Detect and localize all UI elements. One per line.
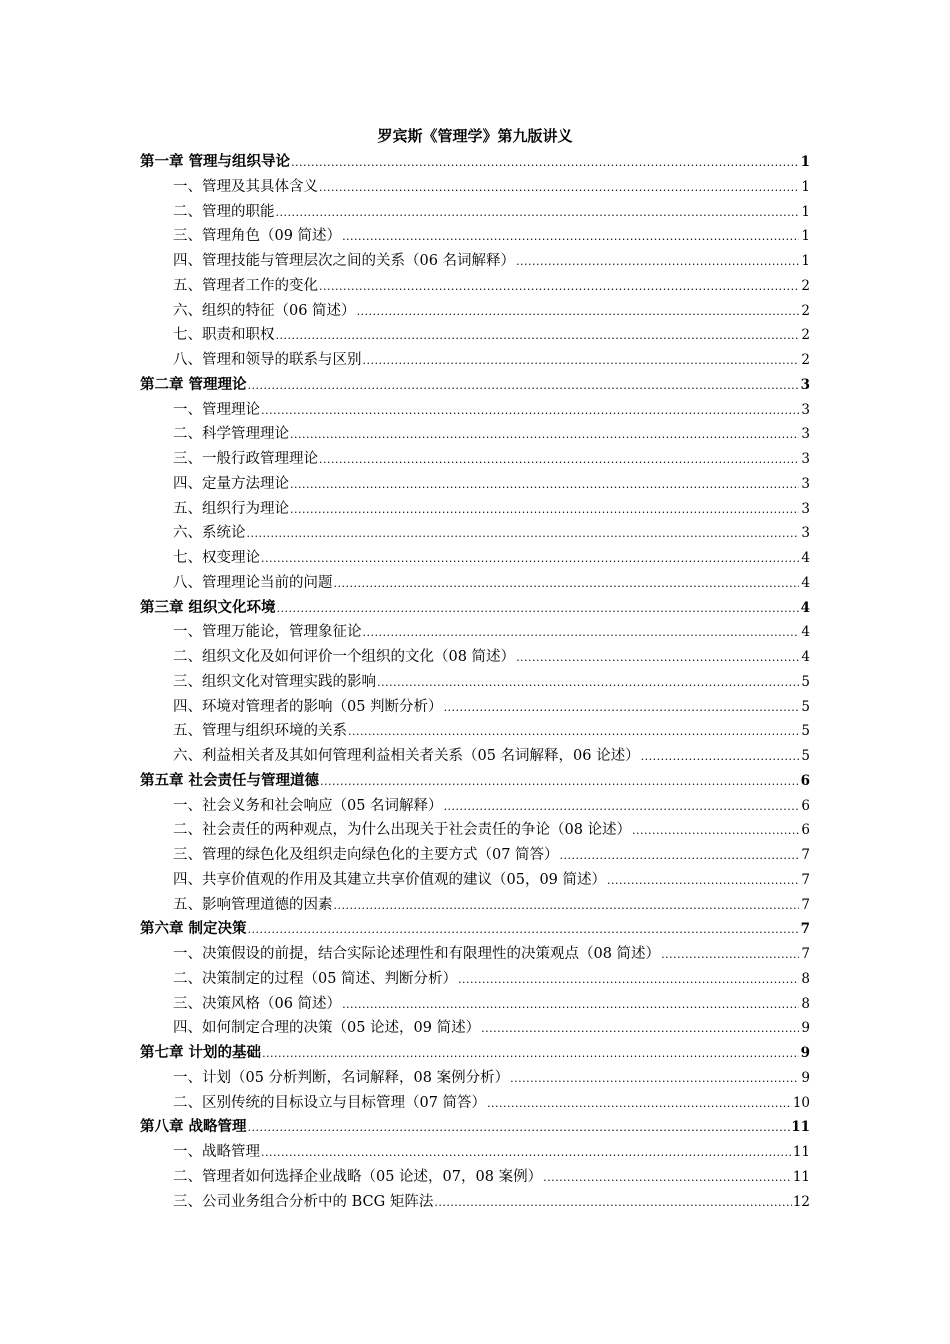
toc-page-number: 7 xyxy=(801,946,810,962)
toc-page-number: 6 xyxy=(801,797,810,814)
toc-section-entry[interactable] xyxy=(140,1066,810,1091)
toc-page-number: 3 xyxy=(801,426,810,443)
toc-section-entry[interactable] xyxy=(140,967,810,992)
toc-dot-leader xyxy=(277,597,799,622)
toc-entry-label: 一、社会义务和社会响应（05 名词解释） xyxy=(173,797,443,814)
toc-section-entry[interactable] xyxy=(140,249,810,274)
toc-entry-label: 六、利益相关者及其如何管理利益相关者关系（05 名词解释，06 论述） xyxy=(173,748,640,764)
toc-page-number: 7 xyxy=(801,896,810,913)
toc-entry-label: 四、共享价值观的作用及其建立共享价值观的建议（05，09 简述） xyxy=(173,871,607,888)
toc-page-number: 3 xyxy=(801,525,810,542)
toc-dot-leader xyxy=(262,1042,799,1067)
toc-dot-leader xyxy=(334,572,800,597)
document-title: 罗宾斯《管理学》第九版讲义 xyxy=(377,127,573,145)
toc-dot-leader xyxy=(510,1067,799,1092)
toc-page-number: 12 xyxy=(792,1193,810,1210)
toc-page-number: 9 xyxy=(801,1020,810,1037)
toc-entry-label: 四、如何制定合理的决策（05 论述，09 简述） xyxy=(173,1020,481,1037)
toc-page-number: 6 xyxy=(800,772,810,789)
toc-entry-label: 一、计划（05 分析判断，名词解释，08 案例分析） xyxy=(173,1069,510,1086)
toc-entry-label: 五、影响管理道德的因素 xyxy=(173,896,333,913)
toc-section-entry[interactable] xyxy=(140,1091,810,1116)
toc-dot-leader xyxy=(516,646,799,671)
toc-chapter-entry[interactable] xyxy=(140,150,810,175)
toc-page-number: 7 xyxy=(800,921,810,938)
toc-section-entry[interactable] xyxy=(140,868,810,893)
toc-entry-label: 第五章 社会责任与管理道德 xyxy=(140,771,320,789)
toc-entry-label: 第七章 计划的基础 xyxy=(140,1044,262,1061)
toc-dot-leader xyxy=(319,176,799,201)
toc-dot-leader xyxy=(444,795,799,820)
toc-entry-label: 六、组织的特征（06 简述） xyxy=(173,302,356,319)
toc-page-number: 9 xyxy=(800,1045,810,1061)
toc-dot-leader xyxy=(543,1166,792,1191)
toc-section-entry[interactable] xyxy=(140,323,810,348)
toc-dot-leader xyxy=(516,250,799,275)
toc-section-entry[interactable] xyxy=(140,497,810,522)
toc-page-number: 8 xyxy=(801,995,810,1012)
toc-dot-leader xyxy=(261,547,799,572)
toc-entry-label: 二、社会责任的两种观点，为什么出现关于社会责任的争论（08 论述） xyxy=(173,822,632,839)
toc-entry-label: 第六章 制定决策 xyxy=(140,920,247,938)
toc-dot-leader xyxy=(487,1092,792,1117)
toc-page-number: 2 xyxy=(801,277,810,294)
toc-entry-label: 二、管理的职能 xyxy=(173,203,275,220)
toc-page-number: 4 xyxy=(800,599,810,616)
toc-dot-leader xyxy=(247,522,800,547)
toc-chapter-entry[interactable] xyxy=(140,596,810,621)
toc-page-number: 3 xyxy=(800,376,810,393)
toc-page-number: 1 xyxy=(801,228,810,245)
toc-entry-label: 四、定量方法理论 xyxy=(173,475,289,492)
toc-page-number: 4 xyxy=(801,550,810,566)
toc-section-entry[interactable] xyxy=(140,299,810,324)
toc-page-number: 5 xyxy=(801,698,810,715)
toc-dot-leader xyxy=(560,844,799,869)
toc-section-entry[interactable] xyxy=(140,1140,810,1165)
toc-dot-leader xyxy=(290,498,799,523)
toc-dot-leader xyxy=(434,1191,791,1216)
toc-entry-label: 一、战略管理 xyxy=(173,1144,260,1160)
toc-page-number: 5 xyxy=(801,723,810,740)
toc-entry-label: 五、管理与组织环境的关系 xyxy=(173,723,347,740)
toc-entry-label: 二、组织文化及如何评价一个组织的文化（08 简述） xyxy=(173,649,516,665)
toc-entry-label: 第三章 组织文化环境 xyxy=(140,598,276,616)
toc-dot-leader xyxy=(320,770,799,795)
toc-section-entry[interactable] xyxy=(140,893,810,918)
toc-entry-label: 三、公司业务组合分析中的 BCG 矩阵法 xyxy=(173,1193,434,1210)
toc-dot-leader xyxy=(641,745,799,770)
toc-chapter-entry[interactable] xyxy=(140,1041,810,1066)
toc-entry-label: 七、权变理论 xyxy=(173,550,260,566)
toc-page-number: 2 xyxy=(801,352,810,368)
toc-dot-leader xyxy=(261,399,799,424)
toc-entry-label: 一、管理万能论，管理象征论 xyxy=(173,624,362,641)
toc-page-number: 7 xyxy=(801,847,810,863)
toc-section-entry[interactable] xyxy=(140,719,810,744)
toc-section-entry[interactable] xyxy=(140,843,810,868)
toc-page-number: 1 xyxy=(801,203,810,220)
toc-page-number: 8 xyxy=(801,970,810,987)
toc-chapter-entry[interactable] xyxy=(140,769,810,794)
toc-section-entry[interactable] xyxy=(140,571,810,596)
toc-page-number: 1 xyxy=(800,154,810,170)
toc-section-entry[interactable] xyxy=(140,398,810,423)
toc-entry-label: 六、系统论 xyxy=(173,525,246,542)
toc-entry-label: 八、管理理论当前的问题 xyxy=(173,574,333,591)
toc-entry-label: 三、管理角色（09 简述） xyxy=(173,228,342,245)
toc-dot-leader xyxy=(342,225,799,250)
toc-dot-leader xyxy=(357,300,799,325)
toc-entry-label: 五、组织行为理论 xyxy=(173,500,289,517)
toc-dot-leader xyxy=(342,993,799,1018)
toc-page-number: 9 xyxy=(801,1069,810,1086)
toc-entry-label: 三、决策风格（06 简述） xyxy=(173,995,342,1012)
toc-entry-label: 五、管理者工作的变化 xyxy=(173,277,318,294)
toc-page-number: 4 xyxy=(801,649,810,665)
toc-section-entry[interactable] xyxy=(140,620,810,645)
toc-page-number: 11 xyxy=(792,1144,810,1160)
toc-entry-label: 三、一般行政管理理论 xyxy=(173,451,318,467)
toc-entry-label: 八、管理和领导的联系与区别 xyxy=(173,352,362,368)
toc-dot-leader xyxy=(444,696,799,721)
toc-entry-label: 二、管理者如何选择企业战略（05 论述，07，08 案例） xyxy=(173,1168,543,1185)
toc-entry-label: 三、管理的绿色化及组织走向绿色化的主要方式（07 简答） xyxy=(173,847,559,863)
toc-section-entry[interactable] xyxy=(140,1190,810,1215)
toc-dot-leader xyxy=(261,1141,792,1166)
toc-dot-leader xyxy=(319,448,799,473)
toc-page-number: 7 xyxy=(801,871,810,888)
toc-page-number: 2 xyxy=(801,302,810,319)
toc-chapter-entry[interactable] xyxy=(140,1115,810,1140)
toc-page-number: 3 xyxy=(801,500,810,517)
toc-page-number: 4 xyxy=(801,624,810,641)
toc-entry-label: 二、科学管理理论 xyxy=(173,426,289,443)
toc-section-entry[interactable] xyxy=(140,175,810,200)
toc-section-entry[interactable] xyxy=(140,200,810,225)
toc-section-entry[interactable] xyxy=(140,224,810,249)
toc-page-number: 1 xyxy=(801,178,810,195)
toc-section-entry[interactable] xyxy=(140,521,810,546)
toc-dot-leader xyxy=(607,869,799,894)
toc-entry-label: 四、环境对管理者的影响（05 判断分析） xyxy=(173,698,443,715)
toc-page-number: 1 xyxy=(801,253,810,269)
toc-entry-label: 第八章 战略管理 xyxy=(140,1118,247,1136)
toc-dot-leader xyxy=(248,918,799,943)
toc-section-entry[interactable] xyxy=(140,546,810,571)
toc-section-entry[interactable] xyxy=(140,1165,810,1190)
toc-dot-leader xyxy=(632,819,799,844)
toc-page-number: 2 xyxy=(801,327,810,344)
toc-page-number: 10 xyxy=(792,1094,810,1111)
toc-entry-label: 一、管理及其具体含义 xyxy=(173,178,318,195)
toc-section-entry[interactable] xyxy=(140,348,810,373)
toc-dot-leader xyxy=(363,621,800,646)
toc-dot-leader xyxy=(319,275,799,300)
toc-section-entry[interactable] xyxy=(140,794,810,819)
toc-dot-leader xyxy=(290,473,799,498)
toc-dot-leader xyxy=(348,720,799,745)
toc-dot-leader xyxy=(291,151,799,176)
toc-dot-leader xyxy=(276,201,800,226)
toc-section-entry[interactable] xyxy=(140,447,810,472)
toc-entry-label: 第二章 管理理论 xyxy=(140,375,247,393)
toc-dot-leader xyxy=(290,423,799,448)
toc-dot-leader xyxy=(248,1116,791,1141)
toc-entry-label: 一、管理理论 xyxy=(173,401,260,418)
toc-dot-leader xyxy=(363,349,800,374)
toc-dot-leader xyxy=(481,1017,799,1042)
toc-dot-leader xyxy=(276,324,800,349)
toc-page-number: 3 xyxy=(801,401,810,418)
toc-dot-leader xyxy=(377,671,799,696)
toc-entry-label: 二、决策制定的过程（05 简述、判断分析） xyxy=(173,970,458,987)
toc-section-entry[interactable] xyxy=(140,695,810,720)
toc-entry-label: 七、职责和职权 xyxy=(173,327,275,344)
toc-section-entry[interactable] xyxy=(140,1016,810,1041)
toc-section-entry[interactable] xyxy=(140,992,810,1017)
toc-section-entry[interactable] xyxy=(140,670,810,695)
toc-section-entry[interactable] xyxy=(140,818,810,843)
toc-dot-leader xyxy=(248,374,799,399)
toc-chapter-entry[interactable] xyxy=(140,917,810,942)
toc-entry-label: 三、组织文化对管理实践的影响 xyxy=(173,673,376,690)
toc-page-number: 3 xyxy=(801,475,810,492)
toc-dot-leader xyxy=(458,968,799,993)
toc-page-number: 3 xyxy=(801,451,810,467)
toc-page-number: 5 xyxy=(801,673,810,690)
toc-entry-label: 二、区别传统的目标设立与目标管理（07 简答） xyxy=(173,1094,487,1111)
toc-section-entry[interactable] xyxy=(140,274,810,299)
toc-entry-label: 一、决策假设的前提，结合实际论述理性和有限理性的决策观点（08 简述） xyxy=(173,946,661,962)
toc-section-entry[interactable] xyxy=(140,942,810,967)
toc-page-number: 5 xyxy=(801,748,810,764)
toc-section-entry[interactable] xyxy=(140,744,810,769)
toc-dot-leader xyxy=(661,943,799,968)
toc-page-number: 11 xyxy=(791,1119,810,1136)
toc-page-number: 4 xyxy=(801,574,810,591)
toc-page-number: 6 xyxy=(801,822,810,839)
table-of-contents xyxy=(140,150,810,1214)
toc-section-entry[interactable] xyxy=(140,422,810,447)
toc-entry-label: 第一章 管理与组织导论 xyxy=(140,153,291,170)
toc-section-entry[interactable] xyxy=(140,645,810,670)
toc-dot-leader xyxy=(334,894,800,919)
toc-page-number: 11 xyxy=(792,1168,810,1185)
toc-entry-label: 四、管理技能与管理层次之间的关系（06 名词解释） xyxy=(173,253,516,269)
toc-section-entry[interactable] xyxy=(140,472,810,497)
toc-chapter-entry[interactable] xyxy=(140,373,810,398)
